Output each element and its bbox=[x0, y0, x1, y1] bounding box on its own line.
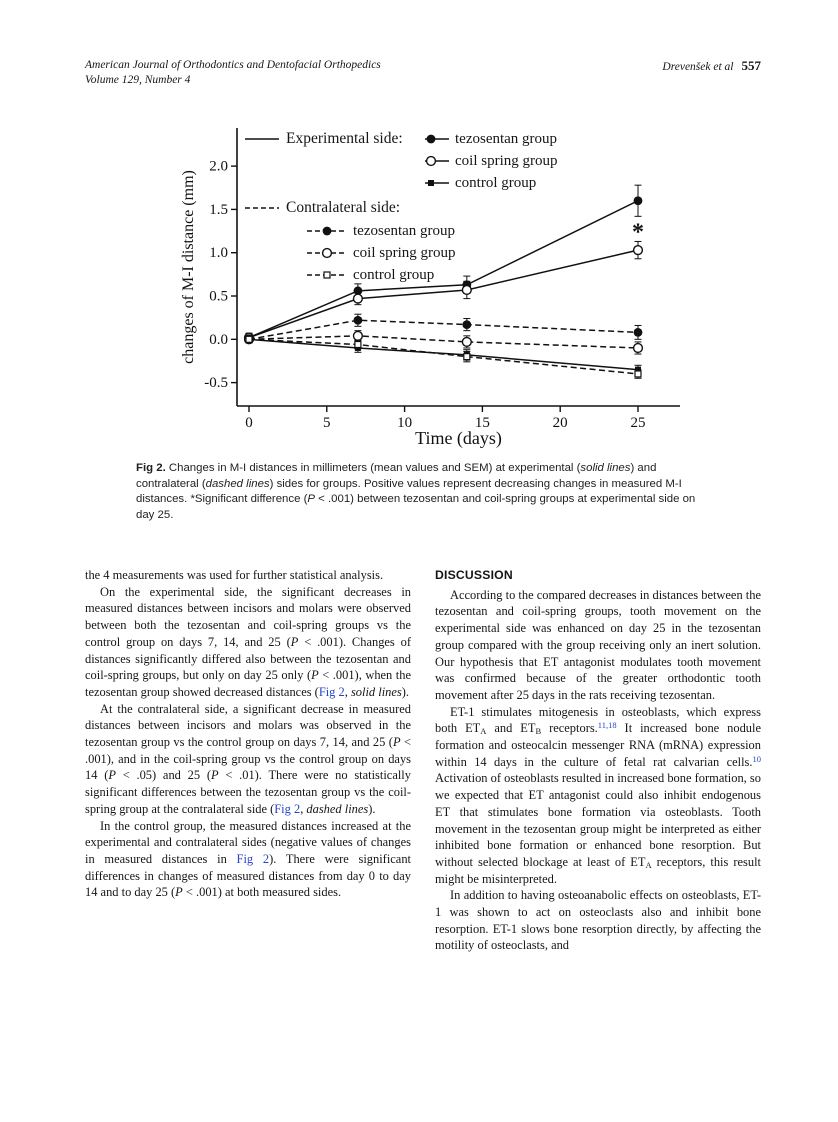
legend-entry-label: coil spring group bbox=[353, 244, 456, 261]
paragraph bbox=[435, 887, 761, 954]
legend-title-label: Contralateral side: bbox=[286, 199, 401, 216]
text-segment: In addition to having osteoanabolic effects on osteoblasts, ET-1 was shown to act on osteoclasts also and inhibit bone resorption. ET-1 slows bone resorption directly, by affecting the motility of osteoclasts, and bbox=[435, 888, 761, 953]
journal-issue: Volume 129, Number 4 bbox=[85, 74, 191, 86]
text-segment: P bbox=[175, 885, 183, 900]
figure-reference-link[interactable]: Fig 2 bbox=[274, 801, 301, 816]
text-segment: solid lines bbox=[580, 462, 631, 474]
legend-entry bbox=[306, 264, 456, 286]
open-circle-icon bbox=[306, 246, 348, 260]
figure-caption bbox=[136, 461, 713, 524]
legend-entry bbox=[424, 172, 558, 194]
paragraph bbox=[85, 701, 411, 818]
legend-entry-label: control group bbox=[455, 174, 537, 191]
text-segment: < .001). Changes of distances significantly differed also between the tezosentan and coil-spring groups, but only on day 25 only ( bbox=[85, 634, 411, 683]
text-segment: Changes in M-I distances in millimeters (mean values and SEM) at experimental ( bbox=[165, 462, 581, 474]
text-segment: It increased bone nodule formation and osteocalcin messenger RNA (mRNA) expression within 14 days in the culture of fetal rat calvarian cells. bbox=[435, 721, 761, 769]
journal-info bbox=[85, 58, 381, 88]
paragraph bbox=[435, 704, 761, 888]
svg-text:*: * bbox=[631, 219, 644, 246]
legend-contralateral-title bbox=[244, 197, 400, 219]
text-segment: A bbox=[645, 859, 652, 870]
svg-text:15: 15 bbox=[474, 415, 490, 431]
legend-entry-label: coil spring group bbox=[455, 152, 558, 169]
page-header bbox=[85, 58, 761, 88]
svg-text:0.5: 0.5 bbox=[209, 288, 228, 305]
right-column-paragraphs bbox=[435, 587, 761, 954]
dashed-line-swatch-icon bbox=[244, 202, 280, 214]
text-segment: dashed lines bbox=[306, 801, 369, 816]
paragraph bbox=[85, 584, 411, 701]
text-segment: ) and contralateral ( bbox=[136, 462, 657, 490]
text-segment: ). bbox=[401, 684, 410, 699]
svg-text:changes of M-I distance (mm): changes of M-I distance (mm) bbox=[180, 170, 197, 364]
svg-text:0: 0 bbox=[245, 415, 253, 431]
legend-entry-label: tezosentan group bbox=[455, 130, 558, 147]
text-segment: < .001), and in the coil-spring group vs the control group on days 14 ( bbox=[85, 735, 412, 783]
page-number: 557 bbox=[741, 58, 761, 73]
text-segment: dashed lines bbox=[205, 477, 270, 490]
text-segment: , bbox=[300, 801, 307, 816]
legend-entry-label: control group bbox=[353, 266, 435, 283]
legend-entry bbox=[306, 220, 456, 242]
chart-legend bbox=[178, 116, 698, 456]
legend-entry bbox=[424, 150, 558, 172]
text-segment: and ET bbox=[486, 721, 536, 736]
text-segment: At the contralateral side, a significant decrease in measured distances between incisors and molars was observed in the tezosentan group vs the control group on days 7, 14, and 25 ( bbox=[85, 701, 411, 750]
legend-entry bbox=[424, 128, 558, 150]
svg-text:1.5: 1.5 bbox=[209, 201, 228, 218]
running-head-authors: Drevenšek et al bbox=[662, 61, 734, 73]
filled-circle-icon bbox=[424, 132, 450, 146]
paragraph bbox=[435, 587, 761, 704]
legend-entry-label: tezosentan group bbox=[353, 222, 456, 239]
text-segment: ). There were significant differences in changes of measured distances from day 0 to day 14 and to day 25 ( bbox=[85, 851, 411, 900]
svg-text:0.0: 0.0 bbox=[209, 331, 228, 348]
text-segment: Activation of osteoblasts resulted in increased bone formation, so we expected that ET antagonist could also inhibit endogenous ET that stimulates bone formation via osteoblasts. Tooth movement in the tezosentan group might be interpreted as either inhibited bone formation or enhanced bone resorption. But without selected blockage at least of ET bbox=[435, 771, 761, 869]
svg-text:10: 10 bbox=[397, 415, 413, 431]
legend-experimental-entries bbox=[424, 128, 558, 194]
text-segment: ) sides for groups. Positive values represent decreasing changes in measured M-I distances. *Significant difference ( bbox=[136, 477, 682, 506]
text-segment: ). bbox=[368, 801, 376, 816]
text-segment: B bbox=[535, 726, 542, 737]
svg-text:-0.5: -0.5 bbox=[204, 375, 228, 392]
filled-square-icon bbox=[424, 176, 450, 190]
legend-contralateral-entries bbox=[306, 220, 456, 286]
text-segment: < .001) between tezosentan and coil-spring groups at experimental side on day 25. bbox=[136, 493, 696, 522]
text-segment: < .05) and 25 ( bbox=[115, 768, 211, 783]
text-segment: A bbox=[480, 726, 487, 737]
text-segment: According to the compared decreases in distances between the tezosentan and coil-spring groups, tooth movement on the experimental side was enhanced on day 25 in the tezosentan group compared with the group receiving only an inert solution. Our hypothesis that ET antagonist modulates tooth movement was confirmed because of the greater orthodontic tooth movement after 25 days in the rats receiving tezosentan. bbox=[435, 587, 761, 702]
figure-reference-link[interactable]: Fig 2 bbox=[236, 851, 270, 866]
figure-2 bbox=[178, 116, 698, 456]
svg-text:20: 20 bbox=[552, 415, 568, 431]
text-segment: P bbox=[307, 493, 315, 506]
text-segment: receptors. bbox=[541, 721, 598, 736]
text-segment: , bbox=[344, 684, 351, 699]
open-circle-icon bbox=[424, 154, 450, 168]
citation-link[interactable]: 10 bbox=[752, 753, 761, 764]
text-segment: Fig 2. bbox=[136, 462, 166, 474]
section-heading-discussion: DISCUSSION bbox=[435, 568, 513, 582]
legend-title-label: Experimental side: bbox=[286, 130, 403, 147]
open-square-icon bbox=[306, 268, 348, 282]
svg-text:1.0: 1.0 bbox=[209, 245, 228, 262]
text-segment: < .01). There were no statistically significant differences between the tezosentan group vs the coil-spring group at the contralateral side ( bbox=[85, 768, 411, 816]
text-segment: receptors, this result might be misinterpreted. bbox=[435, 854, 761, 886]
svg-text:25: 25 bbox=[630, 415, 646, 431]
text-segment: In the control group, the measured distances increased at the experimental and contralateral sides (negative values of changes in measured distances in bbox=[85, 818, 411, 866]
filled-circle-icon bbox=[306, 224, 348, 238]
text-segment: P bbox=[311, 668, 319, 683]
citation-link[interactable]: 11,18 bbox=[597, 720, 617, 731]
svg-text:5: 5 bbox=[323, 415, 331, 431]
running-head bbox=[662, 58, 761, 75]
journal-title: American Journal of Orthodontics and Dentofacial Orthopedics bbox=[85, 59, 381, 71]
text-segment: < .001), when the tezosentan group showed decreased distances ( bbox=[85, 668, 411, 699]
right-column bbox=[435, 567, 761, 954]
text-segment: < .001) at both measured sides. bbox=[182, 885, 342, 900]
figure-reference-link[interactable]: Fig 2 bbox=[318, 684, 345, 699]
text-segment: P bbox=[290, 634, 299, 649]
article-body bbox=[85, 567, 761, 954]
solid-line-swatch-icon bbox=[244, 133, 280, 145]
paragraph bbox=[85, 818, 411, 902]
text-segment: the 4 measurements was used for further statistical analysis. bbox=[85, 568, 384, 582]
svg-text:2.0: 2.0 bbox=[209, 158, 228, 175]
text-segment: ET-1 stimulates mitogenesis in osteoblasts, which express both ET bbox=[435, 704, 761, 736]
left-column bbox=[85, 567, 411, 954]
text-segment: P bbox=[392, 735, 401, 750]
text-segment: P bbox=[108, 768, 116, 783]
text-segment: On the experimental side, the significant decreases in measured distances between incisors and molars were observed between both the tezosentan and coil-spring groups vs the control group on days 7, 14, and 25 ( bbox=[85, 584, 411, 649]
svg-text:Time (days): Time (days) bbox=[415, 428, 502, 448]
legend-experimental-title bbox=[244, 128, 403, 150]
legend-entry bbox=[306, 242, 456, 264]
paragraph bbox=[85, 567, 411, 584]
text-segment: P bbox=[210, 768, 219, 783]
text-segment: solid lines bbox=[350, 684, 402, 699]
